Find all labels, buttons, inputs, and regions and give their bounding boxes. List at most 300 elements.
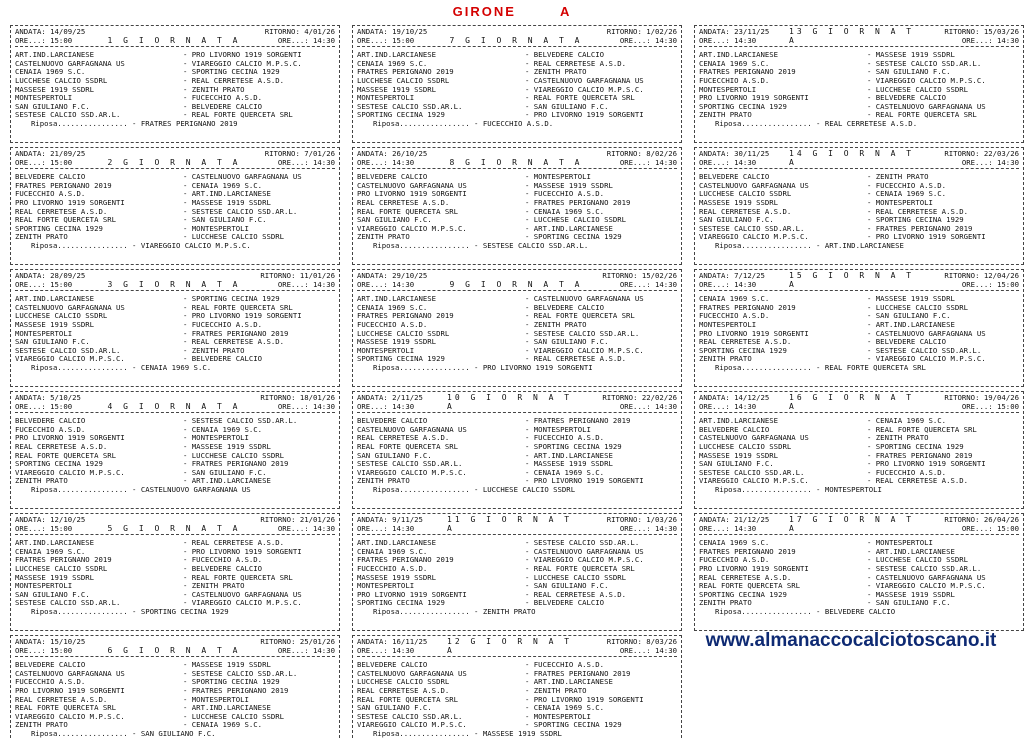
away-team: - SAN GIULIANO F.C.	[525, 338, 609, 347]
andata-date: ANDATA: 16/11/25	[357, 637, 428, 646]
match-row	[699, 565, 1019, 574]
home-team: CASTELNUOVO GARFAGNANA US	[15, 59, 125, 68]
home-team: REAL CERRETESE A.S.D.	[15, 695, 108, 704]
ritorno-info	[585, 28, 677, 45]
away-team: - VIAREGGIO CALCIO M.P.S.C.	[525, 346, 644, 355]
match-row	[15, 312, 335, 321]
match-row	[15, 199, 335, 208]
match-row	[357, 469, 677, 478]
away-team: - SESTESE CALCIO SSD.AR.L.	[183, 669, 298, 678]
home-team: PRO LIVORNO 1919 SORGENTI	[15, 434, 125, 443]
home-team: MONTESPERTOLI	[15, 329, 73, 338]
giornata-number: 9 G I O R N A T A	[449, 279, 583, 289]
ritorno-time: ORE...: 14:30	[277, 523, 335, 533]
away-team: - VIAREGGIO CALCIO M.P.S.C.	[867, 582, 986, 591]
away-team: - LUCCHESE CALCIO SSDRL	[525, 216, 627, 225]
home-team: ZENITH PRATO	[699, 355, 752, 364]
home-team: REAL FORTE QUERCETA SRL	[357, 695, 459, 704]
away-team: - SAN GIULIANO F.C.	[183, 216, 267, 225]
giornata-card	[10, 25, 340, 143]
away-team: - FUCECCHIO A.S.D.	[525, 434, 605, 443]
home-team: ART.IND.LARCIANESE	[15, 295, 95, 304]
away-team: - CASTELNUOVO GARFAGNANA US	[867, 573, 986, 582]
away-team: - CENAIA 1969 S.C.	[867, 417, 947, 426]
ritorno-time: ORE...: 15:00	[961, 279, 1019, 289]
giornata-header	[15, 394, 335, 413]
match-row	[15, 661, 335, 670]
match-row	[357, 460, 677, 469]
riposa-row: Riposa................ - MASSESE 1919 SSDRL	[373, 728, 562, 738]
match-row	[357, 548, 677, 557]
home-team: FUCECCHIO A.S.D.	[699, 76, 770, 85]
away-team: - MASSESE 1919 SSDRL	[183, 661, 271, 670]
match-row	[699, 426, 1019, 435]
away-team: - SESTESE CALCIO SSD.AR.L.	[525, 539, 640, 548]
ritorno-info	[585, 516, 677, 533]
home-team: PRO LIVORNO 1919 SORGENTI	[699, 94, 809, 103]
home-team: CASTELNUOVO GARFAGNANA US	[357, 669, 467, 678]
ritorno-info	[927, 394, 1019, 411]
home-team: VIAREGGIO CALCIO M.P.S.C.	[15, 355, 125, 364]
match-row	[357, 582, 677, 591]
ritorno-time: ORE...: 14:30	[277, 157, 335, 167]
home-team: LUCCHESE CALCIO SSDRL	[15, 564, 108, 573]
andata-time: ORE...: 15:00	[15, 645, 73, 655]
andata-time: ORE...: 14:30	[699, 157, 757, 167]
away-team: - SPORTING CECINA 1929	[183, 295, 280, 304]
home-team: SAN GIULIANO F.C.	[357, 704, 432, 713]
home-team: CENAIA 1969 S.C.	[699, 59, 770, 68]
andata-info	[15, 394, 105, 411]
away-team: - BELVEDERE CALCIO	[183, 564, 263, 573]
home-team: LUCCHESE CALCIO SSDRL	[699, 442, 792, 451]
match-row	[15, 338, 335, 347]
giornata-header	[357, 28, 677, 47]
match-row	[699, 347, 1019, 356]
match-row	[699, 94, 1019, 103]
home-team: BELVEDERE CALCIO	[357, 173, 428, 182]
away-team: - ZENITH PRATO	[525, 68, 587, 77]
away-team: - SESTESE CALCIO SSD.AR.L.	[183, 207, 298, 216]
away-team: - REAL CERRETESE A.S.D.	[525, 59, 627, 68]
away-team: - FRATRES PERIGNANO 2019	[867, 451, 973, 460]
match-row	[15, 426, 335, 435]
giornata-card	[10, 635, 340, 740]
andata-info	[15, 516, 105, 533]
away-team: - LUCCHESE CALCIO SSDRL	[867, 85, 969, 94]
away-team: - CENAIA 1969 S.C.	[525, 207, 605, 216]
riposa-row: Riposa................ - SESTESE CALCIO SSD.AR.L.	[373, 240, 589, 250]
match-row	[357, 295, 677, 304]
match-row	[15, 687, 335, 696]
andata-info	[699, 394, 789, 411]
home-team: SPORTING CECINA 1929	[357, 111, 445, 120]
away-team: - BELVEDERE CALCIO	[183, 102, 263, 111]
home-team: CENAIA 1969 S.C.	[699, 539, 770, 548]
giornata-card	[694, 391, 1024, 509]
match-row	[699, 443, 1019, 452]
match-row	[357, 94, 677, 103]
andata-date: ANDATA: 29/10/25	[357, 271, 428, 280]
andata-time: ORE...: 14:30	[357, 157, 415, 167]
home-team: BELVEDERE CALCIO	[357, 417, 428, 426]
riposa-row: Riposa................ - ART.IND.LARCIANESE	[715, 240, 904, 250]
match-row	[699, 173, 1019, 182]
home-team: BELVEDERE CALCIO	[699, 425, 770, 434]
home-team: MASSESE 1919 SSDRL	[357, 85, 437, 94]
away-team: - SPORTING CECINA 1929	[183, 678, 280, 687]
away-team: - SESTESE CALCIO SSD.AR.L.	[525, 329, 640, 338]
away-team: - ZENITH PRATO	[183, 85, 245, 94]
away-team: - ZENITH PRATO	[525, 686, 587, 695]
match-row	[357, 182, 677, 191]
match-row	[15, 68, 335, 77]
ritorno-info	[585, 272, 677, 289]
away-team: - REAL FORTE QUERCETA SRL	[183, 111, 293, 120]
away-team: - SESTESE CALCIO SSD.AR.L.	[867, 564, 982, 573]
home-team: PRO LIVORNO 1919 SORGENTI	[699, 564, 809, 573]
home-team: LUCCHESE CALCIO SSDRL	[15, 76, 108, 85]
away-team: - LUCCHESE CALCIO SSDRL	[867, 303, 969, 312]
riposa-row: Riposa................ - CENAIA 1969 S.C.	[31, 362, 212, 372]
ritorno-time: ORE...: 14:30	[277, 645, 335, 655]
group-title-left: GIRONE	[452, 4, 516, 19]
match-row	[357, 574, 677, 583]
home-team: ZENITH PRATO	[699, 599, 752, 608]
away-team: - CASTELNUOVO GARFAGNANA US	[525, 76, 644, 85]
andata-info	[15, 28, 105, 45]
andata-time: ORE...: 15:00	[15, 279, 73, 289]
andata-info	[15, 150, 105, 167]
home-team: VIAREGGIO CALCIO M.P.S.C.	[357, 224, 467, 233]
giornata-header	[357, 150, 677, 169]
giornata-number: 2 G I O R N A T A	[107, 157, 241, 167]
home-team: LUCCHESE CALCIO SSDRL	[357, 678, 450, 687]
home-team: MASSESE 1919 SSDRL	[15, 320, 95, 329]
giornata-header	[357, 638, 677, 657]
riposa-row: Riposa................ - REAL CERRETESE A.S.D.	[715, 118, 918, 128]
ritorno-info	[927, 272, 1019, 289]
match-row	[15, 469, 335, 478]
andata-date: ANDATA: 14/09/25	[15, 27, 86, 36]
group-title	[0, 4, 1024, 19]
andata-date: ANDATA: 23/11/25	[699, 27, 770, 36]
away-team: - REAL FORTE QUERCETA SRL	[525, 94, 635, 103]
match-row	[357, 713, 677, 722]
home-team: PRO LIVORNO 1919 SORGENTI	[357, 190, 467, 199]
andata-date: ANDATA: 12/10/25	[15, 515, 86, 524]
giornata-number: 17 G I O R N A T A	[789, 515, 915, 533]
match-row	[357, 77, 677, 86]
home-team: ART.IND.LARCIANESE	[357, 51, 437, 60]
ritorno-info	[927, 28, 1019, 45]
away-team: - MASSESE 1919 SSDRL	[867, 295, 955, 304]
giornata-card	[352, 635, 682, 740]
away-team: - REAL CERRETESE A.S.D.	[525, 355, 627, 364]
home-team: SAN GIULIANO F.C.	[699, 216, 774, 225]
column-middle	[352, 25, 682, 740]
match-row	[357, 687, 677, 696]
away-team: - ART.IND.LARCIANESE	[183, 190, 271, 199]
away-team: - REAL CERRETESE A.S.D.	[183, 338, 285, 347]
away-team: - SPORTING CECINA 1929	[525, 721, 622, 730]
ritorno-date: RITORNO: 8/03/26	[606, 637, 677, 646]
ritorno-date: RITORNO: 22/02/26	[602, 393, 677, 402]
home-team: ART.IND.LARCIANESE	[15, 51, 95, 60]
away-team: - LUCCHESE CALCIO SSDRL	[183, 233, 285, 242]
andata-date: ANDATA: 28/09/25	[15, 271, 86, 280]
match-row	[15, 94, 335, 103]
match-row	[15, 208, 335, 217]
away-team: - PRO LIVORNO 1919 SORGENTI	[183, 547, 302, 556]
away-team: - PRO LIVORNO 1919 SORGENTI	[525, 111, 644, 120]
giornata-header	[357, 394, 677, 413]
home-team: FRATRES PERIGNANO 2019	[699, 547, 796, 556]
home-team: REAL CERRETESE A.S.D.	[15, 207, 108, 216]
away-team: - REAL FORTE QUERCETA SRL	[867, 425, 977, 434]
home-team: SPORTING CECINA 1929	[699, 590, 787, 599]
riposa-row: Riposa................ - VIAREGGIO CALCIO M.P.S.C.	[31, 240, 251, 250]
away-team: - FRATRES PERIGNANO 2019	[183, 460, 289, 469]
home-team: FRATRES PERIGNANO 2019	[15, 181, 112, 190]
ritorno-time: ORE...: 14:30	[961, 35, 1019, 45]
home-team: ZENITH PRATO	[15, 721, 68, 730]
away-team: - FRATRES PERIGNANO 2019	[525, 198, 631, 207]
match-row	[699, 103, 1019, 112]
away-team: - SAN GIULIANO F.C.	[867, 312, 951, 321]
away-team: - BELVEDERE CALCIO	[525, 51, 605, 60]
away-team: - VIAREGGIO CALCIO M.P.S.C.	[867, 355, 986, 364]
match-row	[357, 565, 677, 574]
match-row	[15, 460, 335, 469]
riposa-row: Riposa................ - SPORTING CECINA 1929	[31, 606, 229, 616]
home-team: FUCECCHIO A.S.D.	[15, 425, 86, 434]
away-team: - CASTELNUOVO GARFAGNANA US	[183, 590, 302, 599]
match-row	[699, 182, 1019, 191]
ritorno-date: RITORNO: 1/03/26	[606, 515, 677, 524]
giornata-header	[699, 516, 1019, 535]
match-row	[699, 216, 1019, 225]
away-team: - REAL CERRETESE A.S.D.	[525, 590, 627, 599]
home-team: FRATRES PERIGNANO 2019	[699, 303, 796, 312]
giornata-card	[694, 269, 1024, 387]
home-team: SESTESE CALCIO SSD.AR.L.	[357, 102, 463, 111]
match-row	[357, 556, 677, 565]
home-team: ZENITH PRATO	[15, 477, 68, 486]
home-team: PRO LIVORNO 1919 SORGENTI	[357, 590, 467, 599]
match-row	[15, 539, 335, 548]
away-team: - MASSESE 1919 SSDRL	[183, 442, 271, 451]
match-row	[15, 347, 335, 356]
match-row	[15, 330, 335, 339]
home-team: CENAIA 1969 S.C.	[357, 547, 428, 556]
home-team: MONTESPERTOLI	[15, 94, 73, 103]
riposa-row: Riposa................ - ZENITH PRATO	[373, 606, 536, 616]
website-url[interactable]: www.almanaccocalciotoscano.it	[705, 630, 997, 651]
match-row	[15, 225, 335, 234]
home-team: MASSESE 1919 SSDRL	[15, 85, 95, 94]
match-row	[357, 312, 677, 321]
match-row	[699, 51, 1019, 60]
away-team: - CASTELNUOVO GARFAGNANA US	[867, 329, 986, 338]
home-team: BELVEDERE CALCIO	[15, 661, 86, 670]
away-team: - ART.IND.LARCIANESE	[183, 704, 271, 713]
giornata-header	[15, 272, 335, 291]
riposa-row: Riposa................ - BELVEDERE CALCIO	[715, 606, 896, 616]
match-row	[357, 338, 677, 347]
riposa-row: Riposa................ - CASTELNUOVO GARFAGNANA US	[31, 484, 251, 494]
riposa-row: Riposa................ - FRATRES PERIGNANO 2019	[31, 118, 238, 128]
match-row	[15, 678, 335, 687]
match-row	[15, 60, 335, 69]
home-team: FUCECCHIO A.S.D.	[357, 320, 428, 329]
match-row	[699, 77, 1019, 86]
away-team: - LUCCHESE CALCIO SSDRL	[867, 556, 969, 565]
away-team: - CENAIA 1969 S.C.	[183, 181, 263, 190]
away-team: - MONTESPERTOLI	[867, 198, 933, 207]
away-team: - ART.IND.LARCIANESE	[525, 678, 613, 687]
match-row	[699, 469, 1019, 478]
match-row	[15, 591, 335, 600]
match-row	[15, 321, 335, 330]
match-row	[699, 199, 1019, 208]
home-team: SAN GIULIANO F.C.	[357, 216, 432, 225]
home-team: REAL FORTE QUERCETA SRL	[357, 442, 459, 451]
andata-date: ANDATA: 14/12/25	[699, 393, 770, 402]
home-team: ZENITH PRATO	[357, 233, 410, 242]
match-row	[15, 670, 335, 679]
home-team: MASSESE 1919 SSDRL	[357, 573, 437, 582]
home-team: PRO LIVORNO 1919 SORGENTI	[15, 198, 125, 207]
away-team: - BELVEDERE CALCIO	[525, 599, 605, 608]
home-team: REAL CERRETESE A.S.D.	[357, 434, 450, 443]
giornata-number: 10 G I O R N A T A	[447, 393, 573, 411]
ritorno-date: RITORNO: 1/02/26	[606, 27, 677, 36]
match-row	[699, 321, 1019, 330]
match-row	[15, 51, 335, 60]
ritorno-date: RITORNO: 15/02/26	[602, 271, 677, 280]
home-team: SPORTING CECINA 1929	[15, 224, 103, 233]
home-team: LUCCHESE CALCIO SSDRL	[357, 76, 450, 85]
andata-date: ANDATA: 5/10/25	[15, 393, 81, 402]
home-team: ART.IND.LARCIANESE	[15, 539, 95, 548]
giornata-number: 12 G I O R N A T A	[447, 637, 573, 655]
away-team: - REAL CERRETESE A.S.D.	[183, 539, 285, 548]
away-team: - ZENITH PRATO	[183, 346, 245, 355]
away-team: - MASSESE 1919 SSDRL	[867, 51, 955, 60]
giornata-card	[352, 391, 682, 509]
ritorno-time: ORE...: 14:30	[619, 523, 677, 533]
ritorno-info	[243, 150, 335, 167]
match-row	[699, 452, 1019, 461]
andata-date: ANDATA: 7/12/25	[699, 271, 765, 280]
home-team: MASSESE 1919 SSDRL	[699, 198, 779, 207]
home-team: ZENITH PRATO	[357, 477, 410, 486]
away-team: - SAN GIULIANO F.C.	[183, 468, 267, 477]
home-team: LUCCHESE CALCIO SSDRL	[357, 329, 450, 338]
giornata-number: 8 G I O R N A T A	[449, 157, 583, 167]
match-row	[15, 452, 335, 461]
giornata-card	[10, 513, 340, 631]
away-team: - MASSESE 1919 SSDRL	[867, 590, 955, 599]
giornata-card	[694, 147, 1024, 265]
away-team: - ART.IND.LARCIANESE	[183, 477, 271, 486]
giornata-card	[352, 147, 682, 265]
group-title-right: A	[559, 4, 572, 19]
away-team: - SESTESE CALCIO SSD.AR.L.	[867, 346, 982, 355]
away-team: - CENAIA 1969 S.C.	[183, 425, 263, 434]
away-team: - ART.IND.LARCIANESE	[867, 320, 955, 329]
home-team: SESTESE CALCIO SSD.AR.L.	[357, 460, 463, 469]
home-team: LUCCHESE CALCIO SSDRL	[15, 312, 108, 321]
match-row	[15, 216, 335, 225]
andata-time: ORE...: 15:00	[15, 35, 73, 45]
match-row	[15, 434, 335, 443]
home-team: SESTESE CALCIO SSD.AR.L.	[699, 224, 805, 233]
andata-info	[357, 272, 447, 289]
match-row	[357, 426, 677, 435]
match-row	[699, 60, 1019, 69]
away-team: - ZENITH PRATO	[867, 173, 929, 182]
away-team: - PRO LIVORNO 1919 SORGENTI	[867, 233, 986, 242]
home-team: MASSESE 1919 SSDRL	[357, 338, 437, 347]
giornata-number: 4 G I O R N A T A	[107, 401, 241, 411]
away-team: - SPORTING CECINA 1929	[525, 442, 622, 451]
match-row	[699, 295, 1019, 304]
match-row	[699, 208, 1019, 217]
giornata-number: 13 G I O R N A T A	[789, 27, 915, 45]
ritorno-time: ORE...: 15:00	[961, 523, 1019, 533]
match-row	[15, 417, 335, 426]
match-row	[15, 182, 335, 191]
away-team: - MONTESPERTOLI	[867, 539, 933, 548]
away-team: - ART.IND.LARCIANESE	[525, 451, 613, 460]
andata-time: ORE...: 14:30	[699, 35, 757, 45]
away-team: - SAN GIULIANO F.C.	[867, 68, 951, 77]
match-row	[699, 417, 1019, 426]
home-team: FRATRES PERIGNANO 2019	[699, 68, 796, 77]
match-row	[699, 86, 1019, 95]
away-team: - VIAREGGIO CALCIO M.P.S.C.	[525, 85, 644, 94]
match-row	[699, 304, 1019, 313]
riposa-row: Riposa................ - PRO LIVORNO 1919 SORGENTI	[373, 362, 593, 372]
column-left	[10, 25, 340, 740]
giornata-card	[10, 147, 340, 265]
match-row	[15, 556, 335, 565]
away-team: - FUCECCHIO A.S.D.	[183, 94, 263, 103]
home-team: REAL FORTE QUERCETA SRL	[15, 451, 117, 460]
home-team: CENAIA 1969 S.C.	[357, 303, 428, 312]
away-team: - ART.IND.LARCIANESE	[525, 224, 613, 233]
home-team: CENAIA 1969 S.C.	[15, 547, 86, 556]
away-team: - MASSESE 1919 SSDRL	[183, 198, 271, 207]
giornata-number: 15 G I O R N A T A	[789, 271, 915, 289]
away-team: - REAL FORTE QUERCETA SRL	[525, 312, 635, 321]
away-team: - MASSESE 1919 SSDRL	[525, 181, 613, 190]
home-team: SESTESE CALCIO SSD.AR.L.	[357, 712, 463, 721]
home-team: FRATRES PERIGNANO 2019	[357, 68, 454, 77]
giornata-card	[694, 513, 1024, 631]
match-row	[357, 704, 677, 713]
away-team: - FRATRES PERIGNANO 2019	[525, 669, 631, 678]
match-row	[15, 295, 335, 304]
giornata-card	[10, 269, 340, 387]
home-team: SPORTING CECINA 1929	[699, 102, 787, 111]
home-team: MASSESE 1919 SSDRL	[699, 451, 779, 460]
giornata-number: 11 G I O R N A T A	[447, 515, 573, 533]
home-team: MONTESPERTOLI	[357, 94, 415, 103]
match-row	[357, 591, 677, 600]
